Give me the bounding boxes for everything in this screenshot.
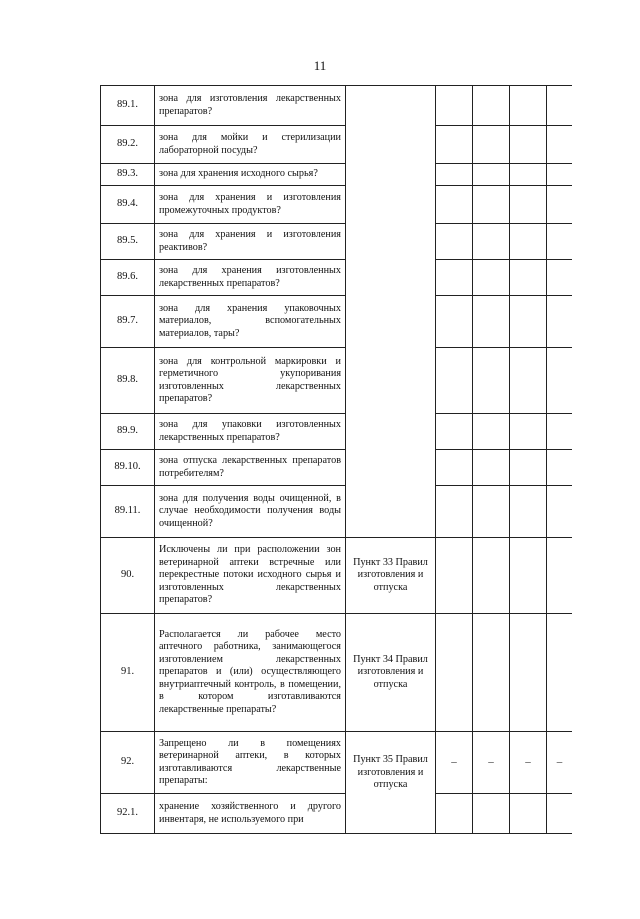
question-text: зона для мойки и стерилизации лабораторной посуды? xyxy=(155,126,346,164)
item-number: 89.9. xyxy=(101,414,155,450)
question-text: хранение хозяйственного и другого инвентаря, не используемого при xyxy=(155,794,346,834)
answer-cell[interactable] xyxy=(473,538,510,614)
table-row xyxy=(101,486,573,538)
answer-cell[interactable] xyxy=(473,164,510,186)
answer-cell[interactable] xyxy=(436,450,473,486)
table-row xyxy=(101,732,573,794)
item-number: 89.1. xyxy=(101,86,155,126)
answer-cell[interactable] xyxy=(473,414,510,450)
legal-reference xyxy=(346,414,436,450)
dash-mark: – xyxy=(556,755,563,768)
table-row xyxy=(101,260,573,296)
answer-cell[interactable] xyxy=(510,414,547,450)
answer-cell[interactable] xyxy=(436,186,473,224)
legal-reference xyxy=(346,186,436,224)
table-row xyxy=(101,450,573,486)
question-text: зона для получения воды очищенной, в случае необходимости получения воды очищенной? xyxy=(155,486,346,538)
answer-cell[interactable] xyxy=(436,296,473,348)
question-text: зона для хранения упаковочных материалов, вспомогательных материалов, тары? xyxy=(155,296,346,348)
answer-cell[interactable] xyxy=(473,296,510,348)
answer-cell[interactable] xyxy=(473,614,510,732)
answer-cell[interactable] xyxy=(547,348,573,414)
legal-reference xyxy=(346,348,436,414)
item-number: 89.4. xyxy=(101,186,155,224)
answer-cell[interactable] xyxy=(547,538,573,614)
table-row xyxy=(101,296,573,348)
dash-mark: – xyxy=(525,755,531,768)
answer-cell[interactable] xyxy=(547,486,573,538)
table-row xyxy=(101,126,573,164)
answer-cell[interactable] xyxy=(436,794,473,834)
answer-cell[interactable] xyxy=(510,86,547,126)
answer-cell[interactable] xyxy=(510,348,547,414)
answer-cell[interactable] xyxy=(473,224,510,260)
answer-cell[interactable] xyxy=(510,794,547,834)
legal-reference xyxy=(346,224,436,260)
answer-cell[interactable] xyxy=(510,538,547,614)
question-text: зона для хранения исходного сырья? xyxy=(155,164,346,186)
answer-cell[interactable] xyxy=(547,86,573,126)
item-number: 89.10. xyxy=(101,450,155,486)
answer-cell[interactable] xyxy=(473,260,510,296)
answer-cell[interactable] xyxy=(473,126,510,164)
item-number: 89.8. xyxy=(101,348,155,414)
answer-cell[interactable] xyxy=(547,260,573,296)
dash-mark: – xyxy=(488,755,494,768)
answer-cell[interactable] xyxy=(510,164,547,186)
question-text: зона для контрольной маркировки и герметичного укупоривания изготовленных лекарственных препаратов? xyxy=(155,348,346,414)
answer-cell[interactable] xyxy=(510,450,547,486)
checklist-table xyxy=(100,85,572,834)
checklist-table-frame xyxy=(100,85,572,919)
answer-cell[interactable] xyxy=(436,538,473,614)
table-row xyxy=(101,614,573,732)
answer-cell[interactable] xyxy=(547,414,573,450)
legal-reference xyxy=(346,164,436,186)
legal-reference: Пункт 34 Правил изготовления и отпуска xyxy=(346,614,436,732)
table-row xyxy=(101,414,573,450)
item-number: 90. xyxy=(101,538,155,614)
legal-reference xyxy=(346,296,436,348)
item-number: 89.7. xyxy=(101,296,155,348)
question-text: Запрещено ли в помещениях ветеринарной аптеки, в которых изготавливаются лекарственные препараты: xyxy=(155,732,346,794)
answer-cell[interactable] xyxy=(510,224,547,260)
answer-cell[interactable] xyxy=(436,224,473,260)
answer-cell[interactable] xyxy=(473,348,510,414)
answer-cell[interactable] xyxy=(473,450,510,486)
item-number: 92.1. xyxy=(101,794,155,834)
table-row xyxy=(101,794,573,834)
question-text: Располагается ли рабочее место аптечного работника, занимающегося изготовлением лекарственных препаратов и (или) осуществляющего внутриаптечный контроль, в помещении, в котором изготавливаются лекарственные препараты? xyxy=(155,614,346,732)
answer-cell[interactable] xyxy=(547,186,573,224)
answer-cell[interactable] xyxy=(547,296,573,348)
legal-reference: Пункт 35 Правил изготовления и отпуска xyxy=(346,732,436,794)
item-number: 89.6. xyxy=(101,260,155,296)
item-number: 89.3. xyxy=(101,164,155,186)
item-number: 89.5. xyxy=(101,224,155,260)
answer-cell[interactable] xyxy=(547,224,573,260)
answer-cell[interactable] xyxy=(436,164,473,186)
answer-cell[interactable] xyxy=(436,126,473,164)
answer-cell[interactable] xyxy=(547,794,573,834)
question-text: зона для изготовления лекарственных препаратов? xyxy=(155,86,346,126)
answer-cell[interactable] xyxy=(510,186,547,224)
answer-cell[interactable] xyxy=(473,732,510,794)
question-text: зона отпуска лекарственных препаратов потребителям? xyxy=(155,450,346,486)
answer-cell[interactable] xyxy=(547,450,573,486)
answer-cell[interactable] xyxy=(547,126,573,164)
dash-mark: – xyxy=(451,755,457,768)
answer-cell[interactable] xyxy=(436,348,473,414)
page-number: 11 xyxy=(313,58,327,73)
legal-reference: Пункт 33 Правил изготовления и отпуска xyxy=(346,538,436,614)
answer-cell[interactable] xyxy=(436,414,473,450)
question-text: зона для хранения и изготовления реактивов? xyxy=(155,224,346,260)
answer-cell[interactable] xyxy=(436,614,473,732)
legal-reference xyxy=(346,486,436,538)
table-row xyxy=(101,224,573,260)
item-number: 92. xyxy=(101,732,155,794)
answer-cell[interactable] xyxy=(436,732,473,794)
answer-cell[interactable] xyxy=(510,732,547,794)
legal-reference xyxy=(346,86,436,126)
answer-cell[interactable] xyxy=(510,486,547,538)
checklist-body xyxy=(101,86,573,834)
question-text: зона для хранения и изготовления промежуточных продуктов? xyxy=(155,186,346,224)
answer-cell[interactable] xyxy=(436,260,473,296)
legal-reference xyxy=(346,794,436,834)
answer-cell[interactable] xyxy=(510,126,547,164)
table-row xyxy=(101,538,573,614)
answer-cell[interactable] xyxy=(547,614,573,732)
question-text: зона для упаковки изготовленных лекарственных препаратов? xyxy=(155,414,346,450)
table-row xyxy=(101,186,573,224)
item-number: 89.2. xyxy=(101,126,155,164)
answer-cell[interactable] xyxy=(473,86,510,126)
table-row xyxy=(101,164,573,186)
question-text: Исключены ли при расположении зон ветеринарной аптеки встречные или перекрестные потоки исходного сырья и изготовленных лекарственных препаратов? xyxy=(155,538,346,614)
question-text: зона для хранения изготовленных лекарственных препаратов? xyxy=(155,260,346,296)
answer-cell[interactable] xyxy=(436,86,473,126)
answer-cell[interactable] xyxy=(473,186,510,224)
answer-cell[interactable] xyxy=(473,794,510,834)
legal-reference xyxy=(346,450,436,486)
answer-cell[interactable] xyxy=(510,260,547,296)
table-row xyxy=(101,348,573,414)
legal-reference xyxy=(346,260,436,296)
answer-cell[interactable] xyxy=(547,164,573,186)
answer-cell[interactable] xyxy=(436,486,473,538)
answer-cell[interactable] xyxy=(510,296,547,348)
answer-cell[interactable] xyxy=(473,486,510,538)
answer-cell[interactable] xyxy=(547,732,573,794)
legal-reference xyxy=(346,126,436,164)
item-number: 89.11. xyxy=(101,486,155,538)
table-row xyxy=(101,86,573,126)
answer-cell[interactable] xyxy=(510,614,547,732)
item-number: 91. xyxy=(101,614,155,732)
